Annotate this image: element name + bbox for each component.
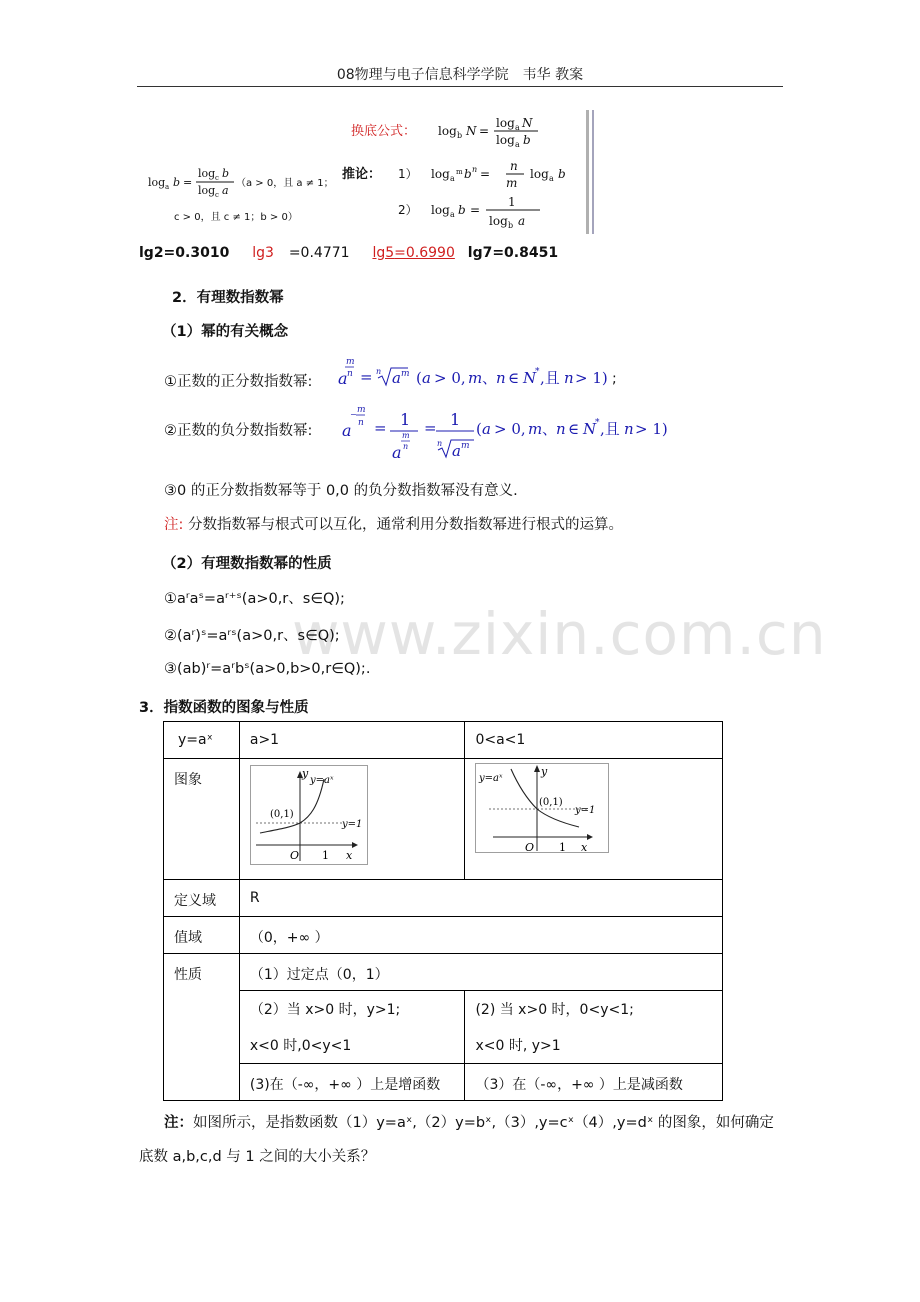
svg-text:n: n xyxy=(472,165,478,174)
svg-text:x: x xyxy=(581,841,588,853)
svg-text:O: O xyxy=(289,849,299,862)
svg-text:n: n xyxy=(510,159,518,173)
corollary-2-number: 2） xyxy=(398,203,418,217)
svg-text:∈: ∈ xyxy=(568,420,580,438)
svg-text:−: − xyxy=(350,410,357,419)
svg-text:=: = xyxy=(479,124,490,138)
svg-text:a: a xyxy=(515,140,520,149)
svg-text:log: log xyxy=(431,203,450,217)
lg2-value: lg2=0.3010 xyxy=(139,245,230,261)
svg-text:a: a xyxy=(515,123,520,132)
note-radical xyxy=(164,513,623,534)
svg-text:y=1: y=1 xyxy=(575,805,596,816)
change-base-condition: c > 0，且 c ≠ 1；b > 0） xyxy=(174,212,298,223)
svg-text:n: n xyxy=(556,420,566,438)
lg5-label: lg5 xyxy=(372,245,395,261)
svg-text:1: 1 xyxy=(321,849,329,862)
svg-text:1: 1 xyxy=(559,841,567,853)
table-header-function: y=aˣ xyxy=(164,722,240,759)
svg-text:m: m xyxy=(456,168,463,176)
formula-positive-fraction xyxy=(334,352,624,394)
svg-text:a: a xyxy=(549,174,554,183)
row-label-range: 值域 xyxy=(164,917,240,954)
property-3: ③(ab)ʳ=aʳbˢ(a>0,b>0,r∈Q);. xyxy=(164,661,371,677)
svg-text:log: log xyxy=(489,214,508,228)
svg-text:b: b xyxy=(558,167,566,181)
property-2-left-line-2: x<0 时,0<y<1 xyxy=(249,1038,352,1054)
svg-text:=: = xyxy=(360,368,373,386)
section-2-title: 2．有理数指数幂 xyxy=(172,290,284,306)
table-row xyxy=(164,991,723,1064)
svg-text:y: y xyxy=(301,767,309,780)
svg-text:n: n xyxy=(403,442,409,451)
svg-text:log: log xyxy=(496,116,515,130)
svg-text:n: n xyxy=(624,420,634,438)
svg-text:N: N xyxy=(522,116,533,130)
svg-text:a: a xyxy=(165,183,170,191)
subsection-1-title: （1）幂的有关概念 xyxy=(162,324,289,340)
final-note-text-1: 如图所示，是指数函数（1）y=aˣ,（2）y=bˣ,（3）,y=cˣ（4）,y=dˣ 的图象，如何确定 xyxy=(193,1115,774,1131)
svg-text:log: log xyxy=(438,124,457,138)
svg-text:b: b xyxy=(457,131,463,140)
svg-text:c: c xyxy=(215,174,219,182)
svg-text:n: n xyxy=(358,418,364,428)
svg-text:n: n xyxy=(496,369,506,387)
svg-text:a: a xyxy=(342,421,352,440)
svg-text:=: = xyxy=(183,176,193,189)
svg-text:N: N xyxy=(523,369,537,387)
svg-text:a: a xyxy=(392,443,402,462)
graph-cell-increasing xyxy=(239,759,465,880)
svg-text:log: log xyxy=(148,176,166,189)
table-row xyxy=(164,759,723,880)
property-3-decreasing: （3）在（-∞，+∞ ）上是减函数 xyxy=(465,1064,723,1101)
svg-text:log: log xyxy=(496,133,515,147)
svg-text:b: b xyxy=(508,221,514,230)
svg-text:a: a xyxy=(338,369,348,388)
exponential-properties-table xyxy=(163,721,723,1101)
svg-text:;: ; xyxy=(612,371,617,387)
svg-text:m: m xyxy=(506,176,518,190)
svg-text:x: x xyxy=(345,849,353,862)
lg7-value: lg7=0.8451 xyxy=(467,245,559,261)
row-label-domain: 定义域 xyxy=(164,880,240,917)
row-label-graph: 图象 xyxy=(164,759,240,880)
svg-text:> 0,: > 0, xyxy=(434,369,466,387)
svg-text:N: N xyxy=(583,420,597,438)
graph-decreasing xyxy=(475,763,609,853)
watermark-text: www.zixin.com.cn xyxy=(292,600,827,668)
svg-text:1: 1 xyxy=(450,410,461,429)
svg-text:m: m xyxy=(357,405,366,415)
svg-text:*: * xyxy=(535,367,540,377)
svg-text:m: m xyxy=(402,431,410,440)
formula-negative-fraction xyxy=(338,398,678,468)
svg-text:> 1): > 1) xyxy=(575,369,608,387)
table-row xyxy=(164,1064,723,1101)
svg-text:n: n xyxy=(437,439,443,448)
item-negative-fraction-label: ②正数的负分数指数幂: xyxy=(164,423,313,439)
page-header: 08物理与电子信息科学学院 韦华 教案 xyxy=(336,67,584,83)
log-values xyxy=(139,245,558,261)
property-2: ②(aʳ)ˢ=aʳˢ(a>0,r、s∈Q); xyxy=(164,628,340,644)
svg-text:(0,1): (0,1) xyxy=(269,809,294,820)
svg-text:、: 、 xyxy=(542,420,558,438)
change-base-label: 换底公式： xyxy=(351,124,417,139)
svg-text:y=1: y=1 xyxy=(341,819,363,830)
svg-text:(: ( xyxy=(416,369,422,387)
property-2-decreasing xyxy=(465,991,723,1064)
row-label-properties: 性质 xyxy=(164,954,240,1101)
note-label: 注: xyxy=(164,517,184,533)
svg-text:b: b xyxy=(173,176,181,189)
property-2-right-line-2: x<0 时, y>1 xyxy=(475,1038,561,1054)
svg-text:=: = xyxy=(424,419,437,437)
final-note-label: 注： xyxy=(164,1115,193,1131)
svg-text:log: log xyxy=(198,167,216,180)
svg-text:a: a xyxy=(452,442,461,460)
svg-text:,且: ,且 xyxy=(600,420,620,438)
change-base-main-condition: （a > 0，且 a ≠ 1； xyxy=(236,178,334,189)
item-zero-power: ③0 的正分数指数幂等于 0,0 的负分数指数幂没有意义. xyxy=(164,483,518,499)
header-rule xyxy=(137,86,783,87)
svg-text:log: log xyxy=(198,184,216,197)
svg-text:O: O xyxy=(525,841,535,853)
final-note-line-2: 底数 a,b,c,d 与 1 之间的大小关系？ xyxy=(139,1149,376,1165)
table-header-a-greater-1: a>1 xyxy=(239,722,465,759)
svg-text:y: y xyxy=(541,765,548,778)
corollary-1-number: 1） xyxy=(398,167,418,181)
svg-text:∈: ∈ xyxy=(508,369,520,387)
svg-text:=: = xyxy=(480,167,491,181)
svg-text:、: 、 xyxy=(482,369,498,387)
svg-text:n: n xyxy=(376,367,382,376)
svg-text:m: m xyxy=(461,441,470,451)
graph-increasing xyxy=(250,765,368,865)
property-2-increasing xyxy=(239,991,465,1064)
svg-text:> 1): > 1) xyxy=(635,420,668,438)
svg-text:b: b xyxy=(464,167,472,181)
property-1: ①aʳaˢ=aʳ⁺ˢ(a>0,r、s∈Q); xyxy=(164,591,345,607)
svg-text:b: b xyxy=(458,203,466,217)
graph-cell-decreasing xyxy=(465,759,723,880)
svg-text:a: a xyxy=(392,369,401,387)
table-header-a-between-0-1: 0<a<1 xyxy=(465,722,723,759)
svg-text:=: = xyxy=(470,203,481,217)
svg-text:,且: ,且 xyxy=(540,369,560,387)
svg-text:y=aˣ: y=aˣ xyxy=(479,773,503,784)
svg-text:c: c xyxy=(215,191,219,199)
svg-text:n: n xyxy=(564,369,574,387)
svg-text:m: m xyxy=(468,369,483,387)
svg-text:log: log xyxy=(431,167,450,181)
table-row xyxy=(164,954,723,991)
property-2-right-line-1: (2) 当 x>0 时，0<y<1; xyxy=(475,1002,634,1018)
svg-text:m: m xyxy=(528,420,543,438)
svg-text:a: a xyxy=(482,420,491,438)
change-of-base-figure xyxy=(146,110,596,234)
svg-text:a: a xyxy=(450,210,455,219)
svg-text:b: b xyxy=(523,133,531,147)
svg-text:(0,1): (0,1) xyxy=(539,797,564,808)
lg3-value: =0.4771 xyxy=(288,245,350,261)
svg-text:m: m xyxy=(346,357,355,367)
table-row xyxy=(164,917,723,954)
subsection-2-title: （2）有理数指数幂的性质 xyxy=(162,556,332,572)
table-row xyxy=(164,880,723,917)
table-row xyxy=(164,722,723,759)
property-2-left-line-1: （2）当 x>0 时，y>1; xyxy=(249,1002,401,1018)
svg-text:=: = xyxy=(374,419,387,437)
svg-text:*: * xyxy=(595,418,600,428)
svg-text:b: b xyxy=(222,167,230,180)
svg-text:a: a xyxy=(422,369,431,387)
svg-text:m: m xyxy=(401,369,410,379)
svg-text:y=aˣ: y=aˣ xyxy=(309,775,334,786)
svg-text:a: a xyxy=(450,174,455,183)
svg-text:(: ( xyxy=(476,420,482,438)
lg3-label: lg3 xyxy=(252,245,274,261)
lg5-value: =0.6990 xyxy=(394,245,455,261)
svg-text:N: N xyxy=(466,124,477,138)
svg-text:log: log xyxy=(530,167,549,181)
property-3-increasing: (3)在（-∞，+∞ ）上是增函数 xyxy=(239,1064,465,1101)
svg-text:n: n xyxy=(347,369,353,379)
svg-text:a: a xyxy=(222,184,229,197)
svg-text:> 0,: > 0, xyxy=(494,420,526,438)
item-positive-fraction-label: ①正数的正分数指数幂: xyxy=(164,374,313,390)
svg-text:a: a xyxy=(518,214,526,228)
svg-text:1: 1 xyxy=(400,410,411,429)
domain-value: R xyxy=(239,880,722,917)
range-value: （0，+∞ ） xyxy=(239,917,722,954)
corollary-label: 推论： xyxy=(342,167,382,182)
svg-text:1: 1 xyxy=(508,195,516,209)
final-note-line-1 xyxy=(164,1111,774,1132)
note-text: 分数指数幂与根式可以互化，通常利用分数指数幂进行根式的运算。 xyxy=(188,517,623,533)
property-fixed-point: （1）过定点（0，1） xyxy=(239,954,722,991)
section-3-title: 3．指数函数的图象与性质 xyxy=(139,700,309,716)
